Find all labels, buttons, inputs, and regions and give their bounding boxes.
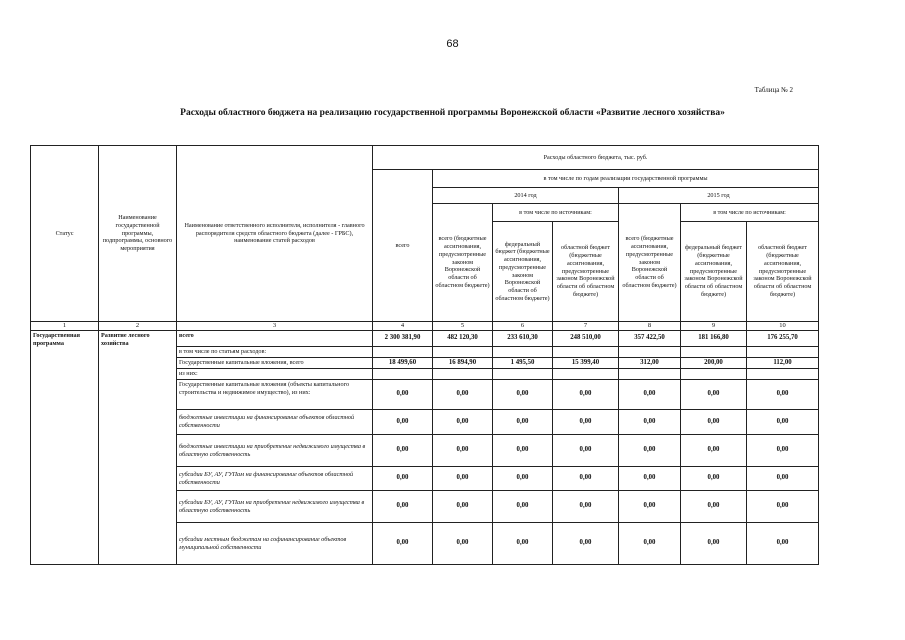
- row-value: 2 300 381,90: [373, 331, 433, 347]
- row-value: 0,00: [373, 435, 433, 467]
- header-total: всего: [373, 170, 433, 322]
- row-value: 0,00: [681, 435, 747, 467]
- column-number: 6: [493, 322, 553, 331]
- program-name: Развитие лесного хозяйства: [99, 331, 177, 565]
- row-value: 200,00: [681, 357, 747, 368]
- row-value: 15 399,40: [553, 357, 619, 368]
- row-label: бюджетные инвестиции на финансирование объектов областной собственности: [177, 410, 373, 435]
- header-program: Наименование государственной программы, подпрограммы, основного мероприятия: [99, 146, 177, 322]
- column-number: 8: [619, 322, 681, 331]
- column-number: 3: [177, 322, 373, 331]
- row-value: 0,00: [747, 380, 819, 410]
- row-value: 0,00: [619, 410, 681, 435]
- row-label: субсидии местным бюджетам на софинансирование объектов муниципальной собственности: [177, 523, 373, 565]
- row-value: 0,00: [553, 380, 619, 410]
- row-value: [553, 369, 619, 380]
- row-value: 0,00: [553, 410, 619, 435]
- document-title: Расходы областного бюджета на реализацию государственной программы Воронежской области «Развитие лесного хозяйства»: [180, 108, 725, 118]
- header-year-2014: 2014 год: [433, 188, 619, 204]
- row-value: 0,00: [747, 435, 819, 467]
- row-value: 0,00: [553, 491, 619, 523]
- row-value: 0,00: [681, 380, 747, 410]
- row-value: 0,00: [433, 491, 493, 523]
- row-value: 0,00: [433, 467, 493, 491]
- header-by-years: в том числе по годам реализации государственной программы: [433, 170, 819, 188]
- program-status: Государственная программа: [31, 331, 99, 565]
- column-number: 9: [681, 322, 747, 331]
- header-executor: Наименование ответственного исполнителя, исполнителя - главного распорядителя средств областного бюджета (далее - ГРБС), наименование статей расходов: [177, 146, 373, 322]
- row-value: 312,00: [619, 357, 681, 368]
- row-value: 0,00: [747, 410, 819, 435]
- row-value: [493, 347, 553, 358]
- row-label: в том числе по статьям расходов:: [177, 347, 373, 358]
- row-value: [619, 347, 681, 358]
- row-value: [681, 369, 747, 380]
- row-value: 0,00: [553, 435, 619, 467]
- header-by-sources-2015: в том числе по источникам:: [681, 204, 819, 222]
- column-number: 1: [31, 322, 99, 331]
- row-value: 0,00: [493, 435, 553, 467]
- row-value: 248 510,00: [553, 331, 619, 347]
- row-value: 0,00: [373, 491, 433, 523]
- header-federal-2014: федеральный бюджет (бюджетные ассигнования, предусмотренные законом Воронежской области об областном бюджете): [493, 222, 553, 322]
- row-value: 0,00: [747, 467, 819, 491]
- row-value: [747, 369, 819, 380]
- row-value: 0,00: [493, 467, 553, 491]
- row-label: субсидии БУ, АУ, ГУПам на приобретение недвижимого имущества в областную собственность: [177, 491, 373, 523]
- row-value: [681, 347, 747, 358]
- row-value: 0,00: [747, 491, 819, 523]
- row-value: 112,00: [747, 357, 819, 368]
- column-number: 2: [99, 322, 177, 331]
- column-number: 5: [433, 322, 493, 331]
- row-value: 0,00: [373, 380, 433, 410]
- row-value: 0,00: [493, 410, 553, 435]
- row-value: 0,00: [433, 523, 493, 565]
- column-numbers-row: [31, 322, 819, 331]
- row-value: [619, 369, 681, 380]
- row-value: 0,00: [373, 467, 433, 491]
- row-value: 0,00: [553, 467, 619, 491]
- row-value: 0,00: [681, 523, 747, 565]
- page-number: 68: [446, 38, 459, 50]
- row-value: [747, 347, 819, 358]
- row-value: [433, 369, 493, 380]
- row-value: 0,00: [619, 380, 681, 410]
- row-label: бюджетные инвестиции на приобретение недвижимого имущества в областную собственность: [177, 435, 373, 467]
- header-regional-2014: областной бюджет (бюджетные ассигнования, предусмотренные законом Воронежской области об областном бюджете): [553, 222, 619, 322]
- row-label: из них:: [177, 369, 373, 380]
- row-value: 0,00: [553, 523, 619, 565]
- header-total-2015: всего (бюджетные ассигнования, предусмотренные законом Воронежской области об областном бюджете): [619, 204, 681, 322]
- header-total-2014: всего (бюджетные ассигнования, предусмотренные законом Воронежской области об областном бюджете): [433, 204, 493, 322]
- row-value: 0,00: [681, 491, 747, 523]
- header-status: Статус: [31, 146, 99, 322]
- row-label: субсидии БУ, АУ, ГУПам на финансирование объектов областной собственности: [177, 467, 373, 491]
- row-value: [373, 347, 433, 358]
- header-year-2015: 2015 год: [619, 188, 819, 204]
- header-regional-2015: областной бюджет (бюджетные ассигнования, предусмотренные законом Воронежской области об областном бюджете): [747, 222, 819, 322]
- row-value: 0,00: [619, 435, 681, 467]
- row-value: 0,00: [493, 491, 553, 523]
- row-value: 0,00: [493, 523, 553, 565]
- row-value: [493, 369, 553, 380]
- row-value: 0,00: [433, 410, 493, 435]
- row-value: 0,00: [373, 523, 433, 565]
- row-value: 357 422,50: [619, 331, 681, 347]
- row-value: 0,00: [619, 467, 681, 491]
- row-value: 233 610,30: [493, 331, 553, 347]
- row-value: 0,00: [373, 410, 433, 435]
- row-value: 16 894,90: [433, 357, 493, 368]
- column-number: 7: [553, 322, 619, 331]
- row-value: 0,00: [619, 523, 681, 565]
- row-value: 0,00: [433, 380, 493, 410]
- table-label: Таблица № 2: [754, 86, 793, 94]
- row-label: всего: [177, 331, 373, 347]
- row-value: 482 120,30: [433, 331, 493, 347]
- row-value: [553, 347, 619, 358]
- budget-table: [30, 145, 819, 565]
- row-value: 0,00: [619, 491, 681, 523]
- row-value: 0,00: [433, 435, 493, 467]
- row-label: Государственные капитальные вложения (объекты капитального строительства и недвижимое имущество), из них:: [177, 380, 373, 410]
- row-value: 181 166,80: [681, 331, 747, 347]
- header-federal-2015: федеральный бюджет (бюджетные ассигнования, предусмотренные законом Воронежской области об областном бюджете): [681, 222, 747, 322]
- column-number: 4: [373, 322, 433, 331]
- row-value: 0,00: [493, 380, 553, 410]
- table-row: [31, 331, 819, 347]
- column-number: 10: [747, 322, 819, 331]
- row-value: 0,00: [681, 410, 747, 435]
- row-value: 0,00: [681, 467, 747, 491]
- row-value: 0,00: [747, 523, 819, 565]
- row-value: 18 499,60: [373, 357, 433, 368]
- header-by-sources-2014: в том числе по источникам:: [493, 204, 619, 222]
- row-value: [373, 369, 433, 380]
- row-value: 1 495,50: [493, 357, 553, 368]
- row-value: 176 255,70: [747, 331, 819, 347]
- row-value: [433, 347, 493, 358]
- header-budget-expenses: Расходы областного бюджета, тыс. руб.: [373, 146, 819, 170]
- row-label: Государственные капитальные вложения, всего: [177, 357, 373, 368]
